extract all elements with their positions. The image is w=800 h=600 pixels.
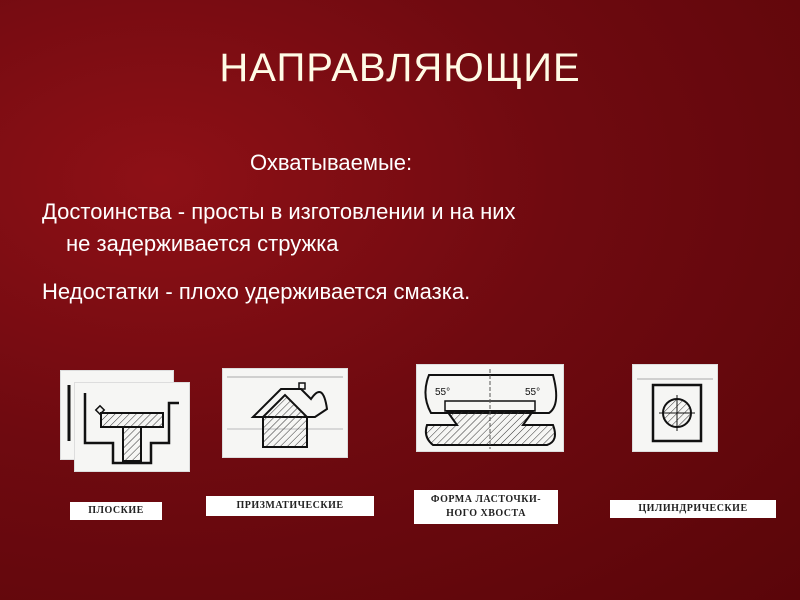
slide-subtitle: Охватываемые: xyxy=(250,150,413,175)
caption-dovetail-line2: НОГО ХВОСТА xyxy=(446,508,526,519)
prismatic-guide-drawing xyxy=(222,368,348,458)
caption-cylindrical: ЦИЛИНДРИЧЕСКИЕ xyxy=(610,500,776,518)
angle-label-left: 55° xyxy=(435,387,451,398)
disadvantages-text: Недостатки - плохо удерживается смазка. xyxy=(42,279,471,304)
flat-guide-drawing xyxy=(74,382,190,472)
cylindrical-guide-drawing xyxy=(632,364,718,452)
caption-dovetail xyxy=(414,490,558,524)
caption-flat: ПЛОСКИЕ xyxy=(70,502,162,520)
slide-title: НАПРАВЛЯЮЩИЕ xyxy=(219,46,581,90)
caption-prismatic: ПРИЗМАТИЧЕСКИЕ xyxy=(206,496,374,516)
caption-dovetail-line1: ФОРМА ЛАСТОЧКИ- xyxy=(430,494,542,505)
dovetail-guide-drawing xyxy=(416,364,564,452)
advantages-text-continued: не задерживается стружка xyxy=(66,231,339,256)
advantages-text: Достоинства - просты в изготовлении и на них xyxy=(42,199,516,224)
angle-label-right: 55° xyxy=(525,387,541,398)
